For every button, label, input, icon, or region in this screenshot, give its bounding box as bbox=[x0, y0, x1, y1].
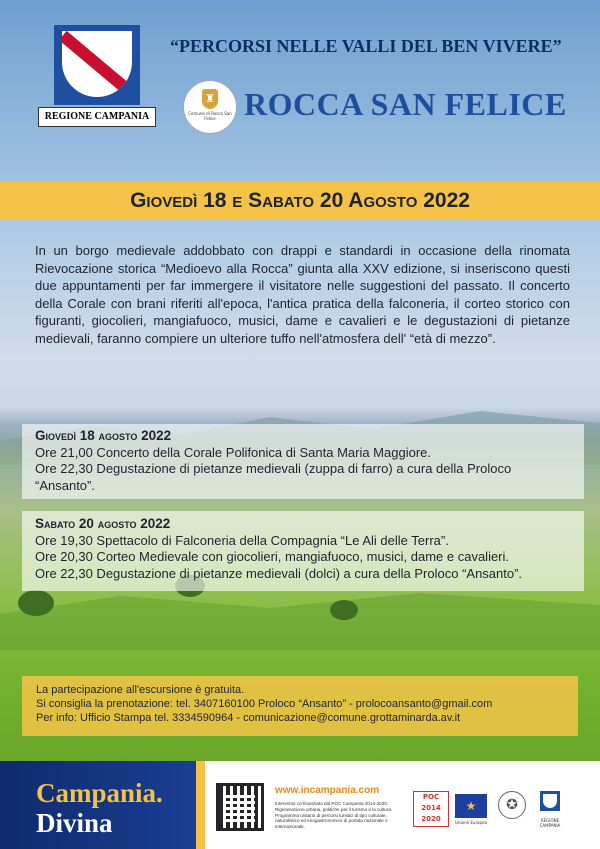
footer bbox=[0, 761, 600, 849]
program-line: “Ansanto”. bbox=[35, 477, 95, 493]
slogan: “PERCORSI NELLE VALLI DEL BEN VIVERE” bbox=[170, 36, 562, 56]
campania-divina-brand bbox=[0, 761, 205, 849]
regione-campania-logo bbox=[38, 25, 156, 126]
date-banner: Giovedì 18 e Sabato 20 Agosto 2022 bbox=[0, 182, 600, 220]
program-day2 bbox=[35, 516, 595, 582]
comune-logo bbox=[183, 80, 237, 134]
qr-code-icon[interactable] bbox=[216, 783, 264, 831]
program-line: Ore 22,30 Degustazione di pietanze medievali (dolci) a cura della Proloco “Ansanto”. bbox=[35, 565, 523, 581]
info-line: Per info: Ufficio Stampa tel. 3334590964 - comunicazione@comune.grottaminarda.av.it bbox=[36, 711, 461, 724]
campania-shield-icon bbox=[54, 25, 140, 105]
eu-flag-icon: ★ bbox=[455, 794, 487, 818]
program-line: Ore 20,30 Corteo Medievale con giocolieri, mangiafuoco, musici, dame e cavalieri. bbox=[35, 549, 510, 564]
region-label: REGIONE CAMPANIA bbox=[38, 107, 156, 127]
region-shield-icon bbox=[536, 791, 564, 817]
intro-paragraph: In un borgo medievale addobbato con drappi e standardi in occasione della rinomata Rievocazione storica “Medioevo alla Rocca” giunta alla XXV edizione, si inseriscono questi due appuntamenti per far immergere il visitatore nelle suggestioni del passato. Il concerto della Corale con brani riferiti all'epoca, l'antica pratica della falconeria, il corteo storico con figuranti, giocolieri, mangiafuoco, musici, dame e cavalieri e le degustazioni di pietanze medievali, faranno compiere un ulteriore tuffo nell'atmosfera dell' “età di mezzo”. bbox=[35, 243, 570, 346]
eu-caption: Unione Europea bbox=[455, 820, 487, 825]
italian-republic-emblem-icon: ✪ bbox=[498, 791, 526, 819]
info-line: Si consiglia la prenotazione: tel. 3407160100 Proloco “Ansanto” - prolocoansanto@gmail.com bbox=[36, 697, 493, 710]
info-box bbox=[22, 676, 578, 736]
funding-fine-print: Intervento co-finanziato dal POC Campania 2014-2020. Rigenerazione urbana, politiche per il turismo e la cultura. Programma unitario di percorsi turistici di tipo culturale, naturalistico ed enogastronomico di portata nazionale e internazionale. bbox=[275, 801, 393, 830]
program-day1 bbox=[35, 428, 595, 494]
brand-line-2: Divina bbox=[36, 808, 113, 838]
program-line: Ore 22,30 Degustazione di pietanze medievali (zuppa di farro) a cura della Proloco bbox=[35, 461, 512, 476]
town-title: ROCCA SAN FELICE bbox=[244, 86, 567, 122]
info-line: La partecipazione all'escursione è gratuita. bbox=[36, 684, 245, 696]
brand-line-1: Campania. bbox=[36, 778, 163, 808]
region-caption: REGIONE CAMPANIA bbox=[539, 818, 561, 828]
tree bbox=[330, 600, 358, 620]
crest-icon: ♜ bbox=[202, 89, 218, 109]
tree bbox=[18, 590, 54, 616]
program-line: Ore 19,30 Spettacolo di Falconeria della Compagnia “Le Ali delle Terra”. bbox=[35, 532, 449, 548]
day2-heading: Sabato 20 agosto 2022 bbox=[35, 516, 171, 531]
poc-logo-icon: POC 2014 2020 bbox=[413, 791, 449, 827]
website-link[interactable]: www.incampania.com bbox=[275, 785, 380, 796]
comune-logo-text: Comune di Rocca San Felice bbox=[188, 111, 232, 121]
day1-heading: Giovedì 18 agosto 2022 bbox=[35, 428, 172, 443]
program-line: Ore 21,00 Concerto della Corale Polifonica di Santa Maria Maggiore. bbox=[35, 444, 431, 460]
